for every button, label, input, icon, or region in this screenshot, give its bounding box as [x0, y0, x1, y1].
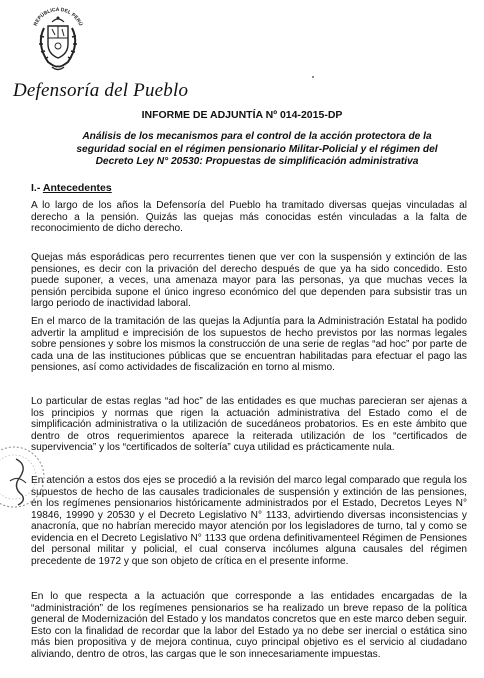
paragraph-1: A lo largo de los años la Defensoría del Pueblo ha tramitado diversas quejas vinculadas al derecho a la pensión. Quizás las quejas más conocidas estén vinculadas a la falta de reconocimiento de dicho derecho. [31, 200, 467, 234]
paragraph-4: Lo particular de estas reglas “ad hoc” de las entidades es que muchas parecieran ser ajenas a los principios y normas que rigen la actuación administrativa del Estado como el de simplificación administrativa o la utilización de sucedáneos probatorios. Es en este ámbito que dentro de otros requerimientos aparece la reiterada utilización de los “certificados de supervivencia” y los “certificados de soltería” cuya utilidad es prácticamente nula. [31, 396, 467, 453]
document-subtitle: Análisis de los mecanismos para el control de la acción protectora de la seguridad social en el régimen pensionario Militar-Policial y el régimen del Decreto Ley N° 20530: Propuestas de simplificación administrativa [76, 131, 438, 167]
section-number: I.- [31, 182, 41, 194]
margin-stamp-signature [0, 435, 56, 519]
scan-speck [312, 76, 314, 78]
paragraph-5: En atención a estos dos ejes se procedió a la revisión del marco legal comparado que regula los supuestos de hecho de las causales tradicionales de suspensión y extinción de las pensiones, en los regímenes pensionarios históricamente administrados por el Estado, Decretos Leyes N° 19846, 19990 y 20530 y el Decreto Legislativo N° 1133, advirtiendo diversas inconsistencias y anacronía, que no habrían merecido mayor atención por los legisladores de turno, tal y como se evidencia en el Decreto Legislativo N° 1133 que ordena definitivamenteel Régimen de Pensiones del personal militar y policial, el cual conserva incólumes alguna causales del régimen precedente de 1972 y que son objeto de crítica en el presente informe. [31, 475, 467, 567]
section-title: Antecedentes [42, 182, 112, 194]
section-heading [31, 182, 112, 194]
paragraph-6: En lo que respecta a la actuación que corresponde a las entidades encargadas de la “administración” de los regímenes pensionarios se ha realizado un breve repaso de la política general de Modernización del Estado y los mandatos concretos que en este marco deben seguir. Esto con la finalidad de recordar que la labor del Estado ya no debe ser inercial o estática sino más bien propositiva y de mejora continua, cuyo principal objetivo es el servicio al ciudadano aliviando, dentro de otros, las cargas que le son innecesariamente impuestas. [31, 591, 467, 660]
svg-text:REPÚBLICA DEL PERÚ: REPÚBLICA DEL PERÚ [32, 6, 84, 27]
coat-of-arms-seal [26, 4, 90, 76]
institution-name: Defensoría del Pueblo [13, 80, 189, 101]
document-title: INFORME DE ADJUNTÍA Nº 014-2015-DP [141, 109, 343, 121]
paragraph-3: En el marco de la tramitación de las quejas la Adjuntía para la Administración Estatal ha podido advertir la amplitud e imprecisión de los supuestos de hecho previstos por las normas legales sobre pensiones y sobre los mismos la construcción de una serie de reglas “ad hoc” por parte de cada una de las instituciones públicas que se encuentran habilitadas para efectuar el pago las pensiones, así como actividades de fiscalización en torno al mismo. [31, 316, 467, 373]
paragraph-2: Quejas más esporádicas pero recurrentes tienen que ver con la suspensión y extinción de las pensiones, es decir con la privación del derecho después de que ya ha sido concedido. Esto puede suponer, a veces, una amenaza mayor para las personas, ya que muchas veces la pensión percibida supone el único ingreso económico del que dependen para subsistir tras un largo periodo de inactividad laboral. [31, 252, 467, 309]
